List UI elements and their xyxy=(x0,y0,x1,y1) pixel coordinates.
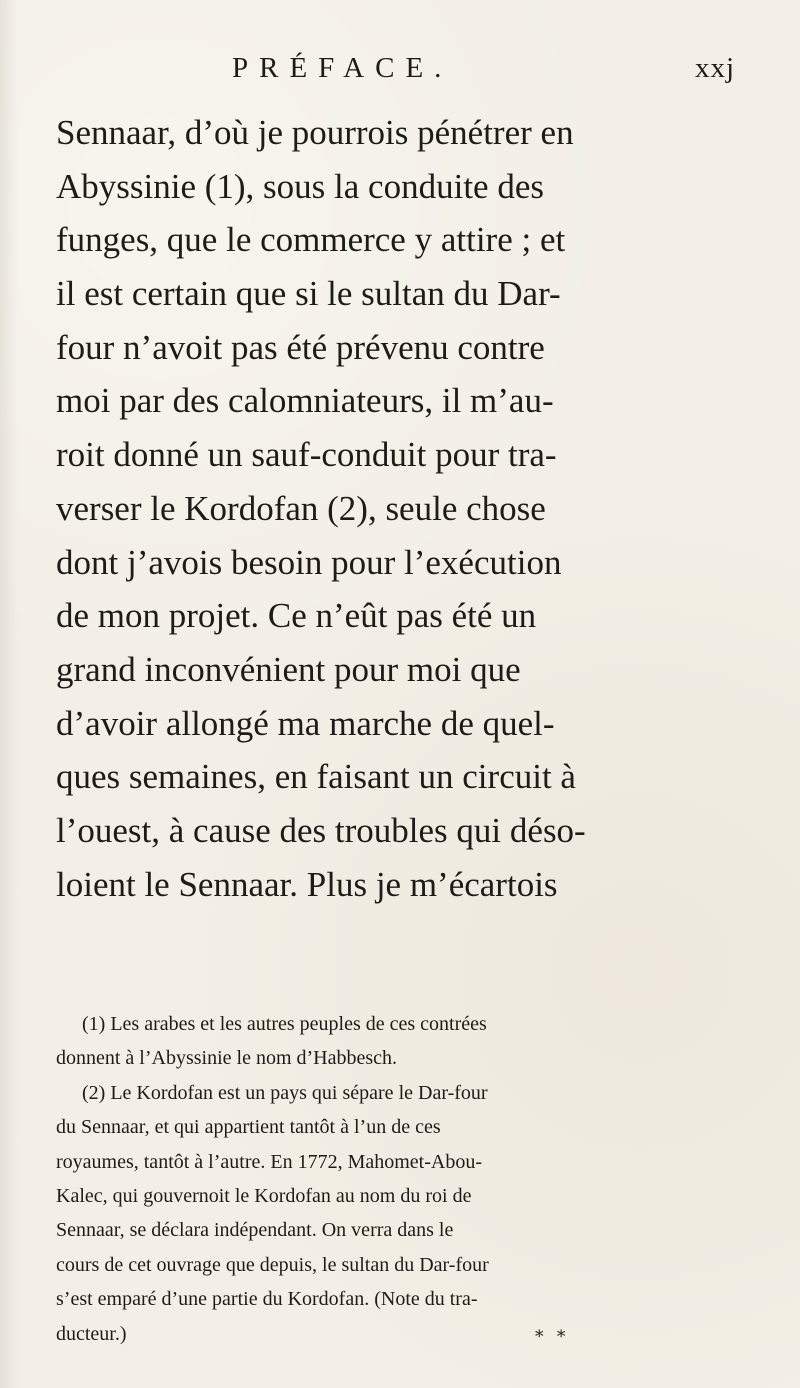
body-line: loient le Sennaar. Plus je m’écartois xyxy=(56,864,558,904)
body-line: verser le Kordofan (2), seule chose xyxy=(56,488,546,528)
footnote-line: (2) Le Kordofan est un pays qui sépare le Dar-four xyxy=(82,1081,488,1104)
body-line: Sennaar, d’où je pourrois pénétrer en xyxy=(56,113,574,152)
footnote-line: du Sennaar, et qui appartient tantôt à l’un de ces xyxy=(56,1116,441,1139)
body-line: il est certain que si le sultan du Dar- xyxy=(56,274,561,314)
body-line: ques semaines, en faisant un circuit à xyxy=(56,757,576,797)
running-head xyxy=(232,48,752,88)
body-line: de mon projet. Ce n’eût pas été un xyxy=(56,596,537,636)
body-line: l’ouest, à cause des troubles qui déso- xyxy=(56,810,586,850)
footnote-line: ducteur.) xyxy=(56,1322,127,1345)
body-line: four n’avoit pas été prévenu contre xyxy=(56,327,545,367)
body-line: d’avoir allongé ma marche de quel- xyxy=(56,703,555,743)
footnote-line: cours de cet ouvrage que depuis, le sultan du Dar-four xyxy=(56,1253,489,1276)
running-title: PRÉFACE. xyxy=(232,52,453,84)
body-line: grand inconvénient pour moi que xyxy=(56,649,521,689)
body-line: Abyssinie (1), sous la conduite des xyxy=(56,166,544,206)
body-line: dont j’avois besoin pour l’exécution xyxy=(56,542,562,582)
page-gutter-shadow xyxy=(0,0,18,1388)
body-line: funges, que le commerce y attire ; et xyxy=(56,220,566,260)
footnotes xyxy=(56,1007,746,1351)
footnote-line: Sennaar, se déclara indépendant. On verra dans le xyxy=(56,1219,454,1242)
body-line: roit donné un sauf-conduit pour tra- xyxy=(56,435,557,475)
footnote-line: s’est emparé d’une partie du Kordofan. (Note du tra- xyxy=(56,1288,478,1311)
footnote-line: royaumes, tantôt à l’autre. En 1772, Mahomet-Abou- xyxy=(56,1150,482,1173)
page-number: xxj xyxy=(695,52,736,84)
footnote-line: Kalec, qui gouvernoit le Kordofan au nom du roi de xyxy=(56,1184,472,1207)
body-line: moi par des calomniateurs, il m’au- xyxy=(56,381,554,421)
footnote-line: (1) Les arabes et les autres peuples de ces contrées xyxy=(82,1013,487,1035)
signature-mark: * * xyxy=(535,1327,570,1347)
footnote-line: donnent à l’Abyssinie le nom d’Habbesch. xyxy=(56,1047,398,1070)
body-text xyxy=(56,106,746,911)
